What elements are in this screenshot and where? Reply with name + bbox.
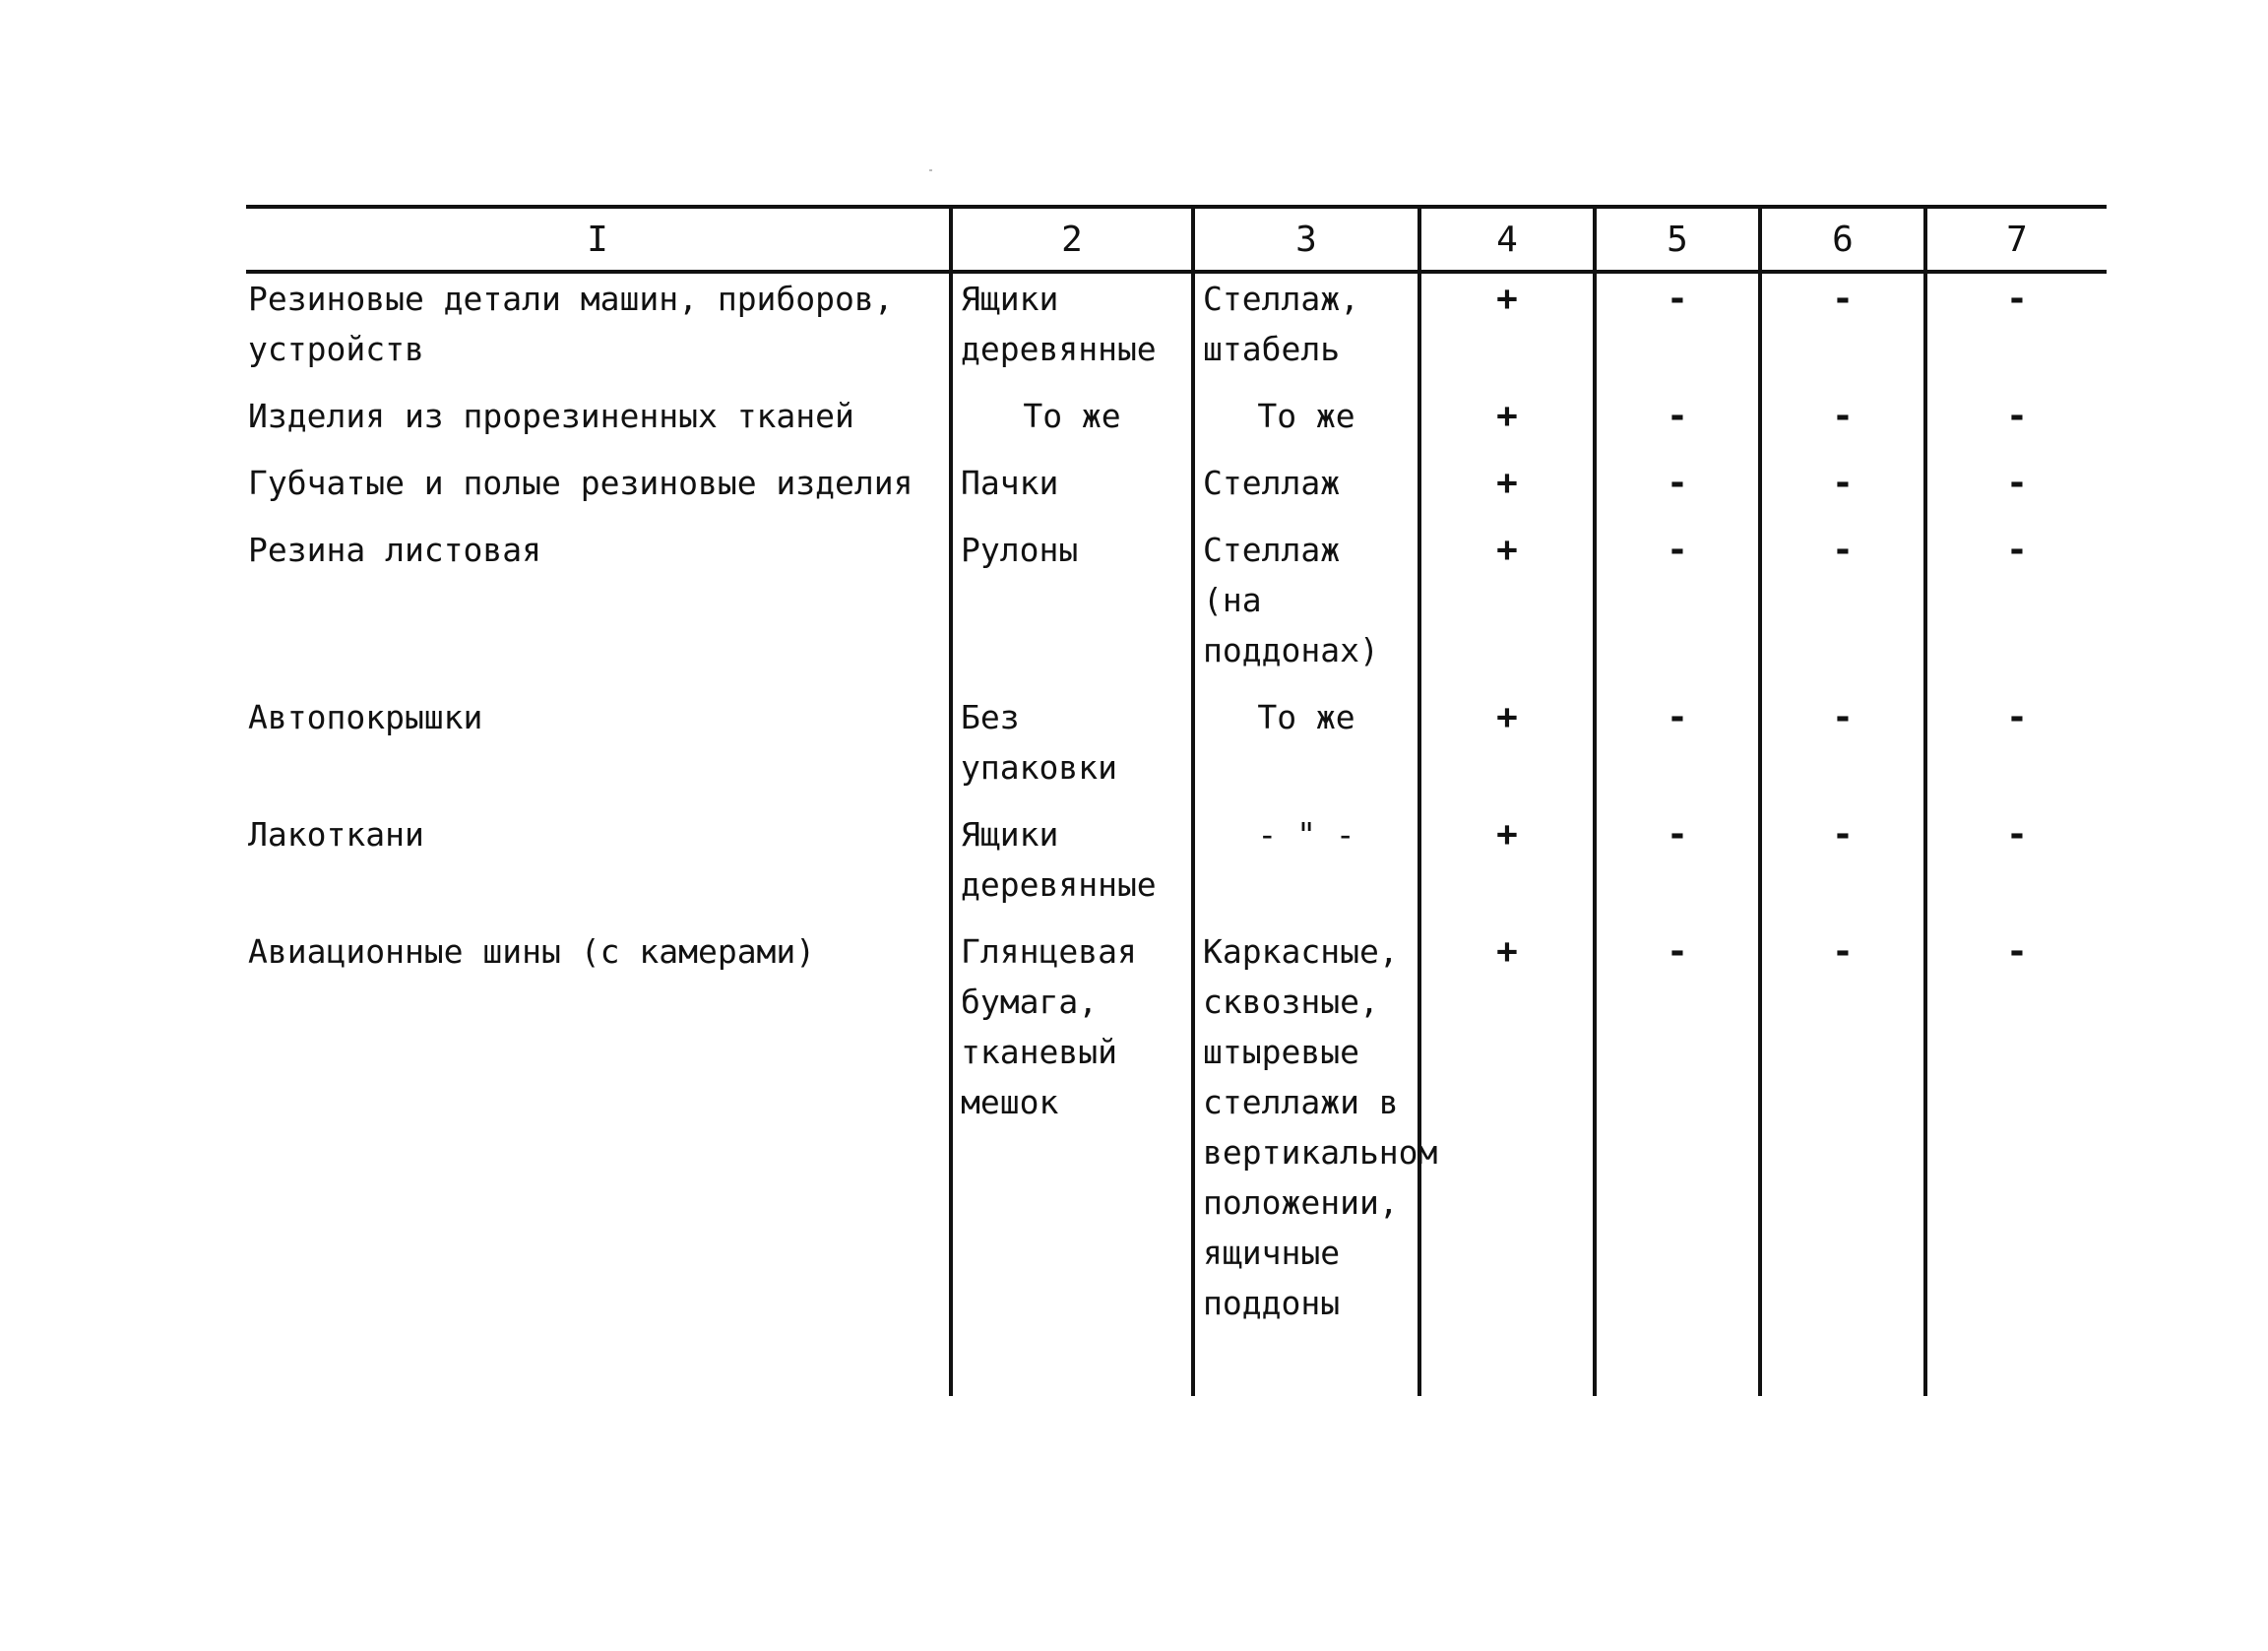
column-4-mark: +	[1419, 809, 1595, 926]
column-header-3: 3	[1193, 207, 1419, 272]
column-header-4: 4	[1419, 207, 1595, 272]
column-header-1: I	[587, 219, 608, 260]
column-6-mark: -	[1760, 272, 1925, 391]
packaging-cell: Ящики деревянные	[951, 809, 1193, 926]
product-name-cell: Губчатые и полые резиновые изделия	[248, 464, 914, 502]
column-header-5: 5	[1595, 207, 1760, 272]
packaging-cell: Ящики деревянные	[951, 272, 1193, 391]
column-5-mark: -	[1595, 692, 1760, 809]
product-name-cell: Резиновые детали машин, приборов, устройств	[248, 280, 894, 368]
column-7-mark: -	[1925, 272, 2107, 391]
storage-method-cell: - " -	[1193, 809, 1419, 926]
column-5-mark: -	[1595, 458, 1760, 525]
column-6-mark: -	[1760, 525, 1925, 692]
table-row	[246, 926, 2107, 1396]
column-4-mark: +	[1419, 272, 1595, 391]
scan-speck	[929, 169, 932, 171]
product-name-cell: Автопокрышки	[248, 698, 483, 736]
column-7-mark: -	[1925, 391, 2107, 458]
storage-method-cell: То же	[1193, 391, 1419, 458]
storage-method-cell: Стеллаж, штабель	[1193, 272, 1419, 391]
table-row	[246, 525, 2107, 692]
packaging-cell: Глянцевая бумага, тканевый мешок	[951, 926, 1193, 1396]
column-5-mark: -	[1595, 272, 1760, 391]
column-5-mark: -	[1595, 391, 1760, 458]
column-7-mark: -	[1925, 458, 2107, 525]
table-row	[246, 692, 2107, 809]
packaging-cell: То же	[951, 391, 1193, 458]
storage-table-container	[246, 205, 2107, 1396]
packaging-cell: Без упаковки	[951, 692, 1193, 809]
packaging-cell: Рулоны	[951, 525, 1193, 692]
storage-table	[246, 205, 2107, 1396]
table-row	[246, 391, 2107, 458]
product-name-cell: Лакоткани	[248, 815, 424, 854]
column-header-7: 7	[1925, 207, 2107, 272]
column-6-mark: -	[1760, 391, 1925, 458]
table-row	[246, 458, 2107, 525]
column-7-mark: -	[1925, 809, 2107, 926]
column-5-mark: -	[1595, 809, 1760, 926]
column-4-mark: +	[1419, 525, 1595, 692]
product-name-cell: Резина листовая	[248, 531, 542, 569]
storage-method-cell: Стеллаж	[1193, 458, 1419, 525]
table-header	[246, 207, 2107, 272]
column-header-6: 6	[1760, 207, 1925, 272]
column-header-2: 2	[951, 207, 1193, 272]
storage-method-cell: Каркасные, сквозные, штыревые стеллажи в вертикальном положении, ящичные поддоны	[1193, 926, 1419, 1396]
column-6-mark: -	[1760, 809, 1925, 926]
column-4-mark: +	[1419, 391, 1595, 458]
column-4-mark: +	[1419, 926, 1595, 1396]
product-name-cell: Изделия из прорезиненных тканей	[248, 397, 854, 435]
column-6-mark: -	[1760, 458, 1925, 525]
table-row	[246, 809, 2107, 926]
storage-method-cell: Стеллаж (на поддонах)	[1193, 525, 1419, 692]
packaging-cell: Пачки	[951, 458, 1193, 525]
header-row	[246, 207, 2107, 272]
storage-method-cell: То же	[1193, 692, 1419, 809]
column-7-mark: -	[1925, 525, 2107, 692]
column-4-mark: +	[1419, 692, 1595, 809]
column-7-mark: -	[1925, 926, 2107, 1396]
column-5-mark: -	[1595, 926, 1760, 1396]
column-6-mark: -	[1760, 692, 1925, 809]
table-row	[246, 272, 2107, 391]
column-7-mark: -	[1925, 692, 2107, 809]
column-4-mark: +	[1419, 458, 1595, 525]
column-5-mark: -	[1595, 525, 1760, 692]
table-body	[246, 272, 2107, 1396]
column-6-mark: -	[1760, 926, 1925, 1396]
product-name-cell: Авиационные шины (с камерами)	[248, 932, 816, 971]
